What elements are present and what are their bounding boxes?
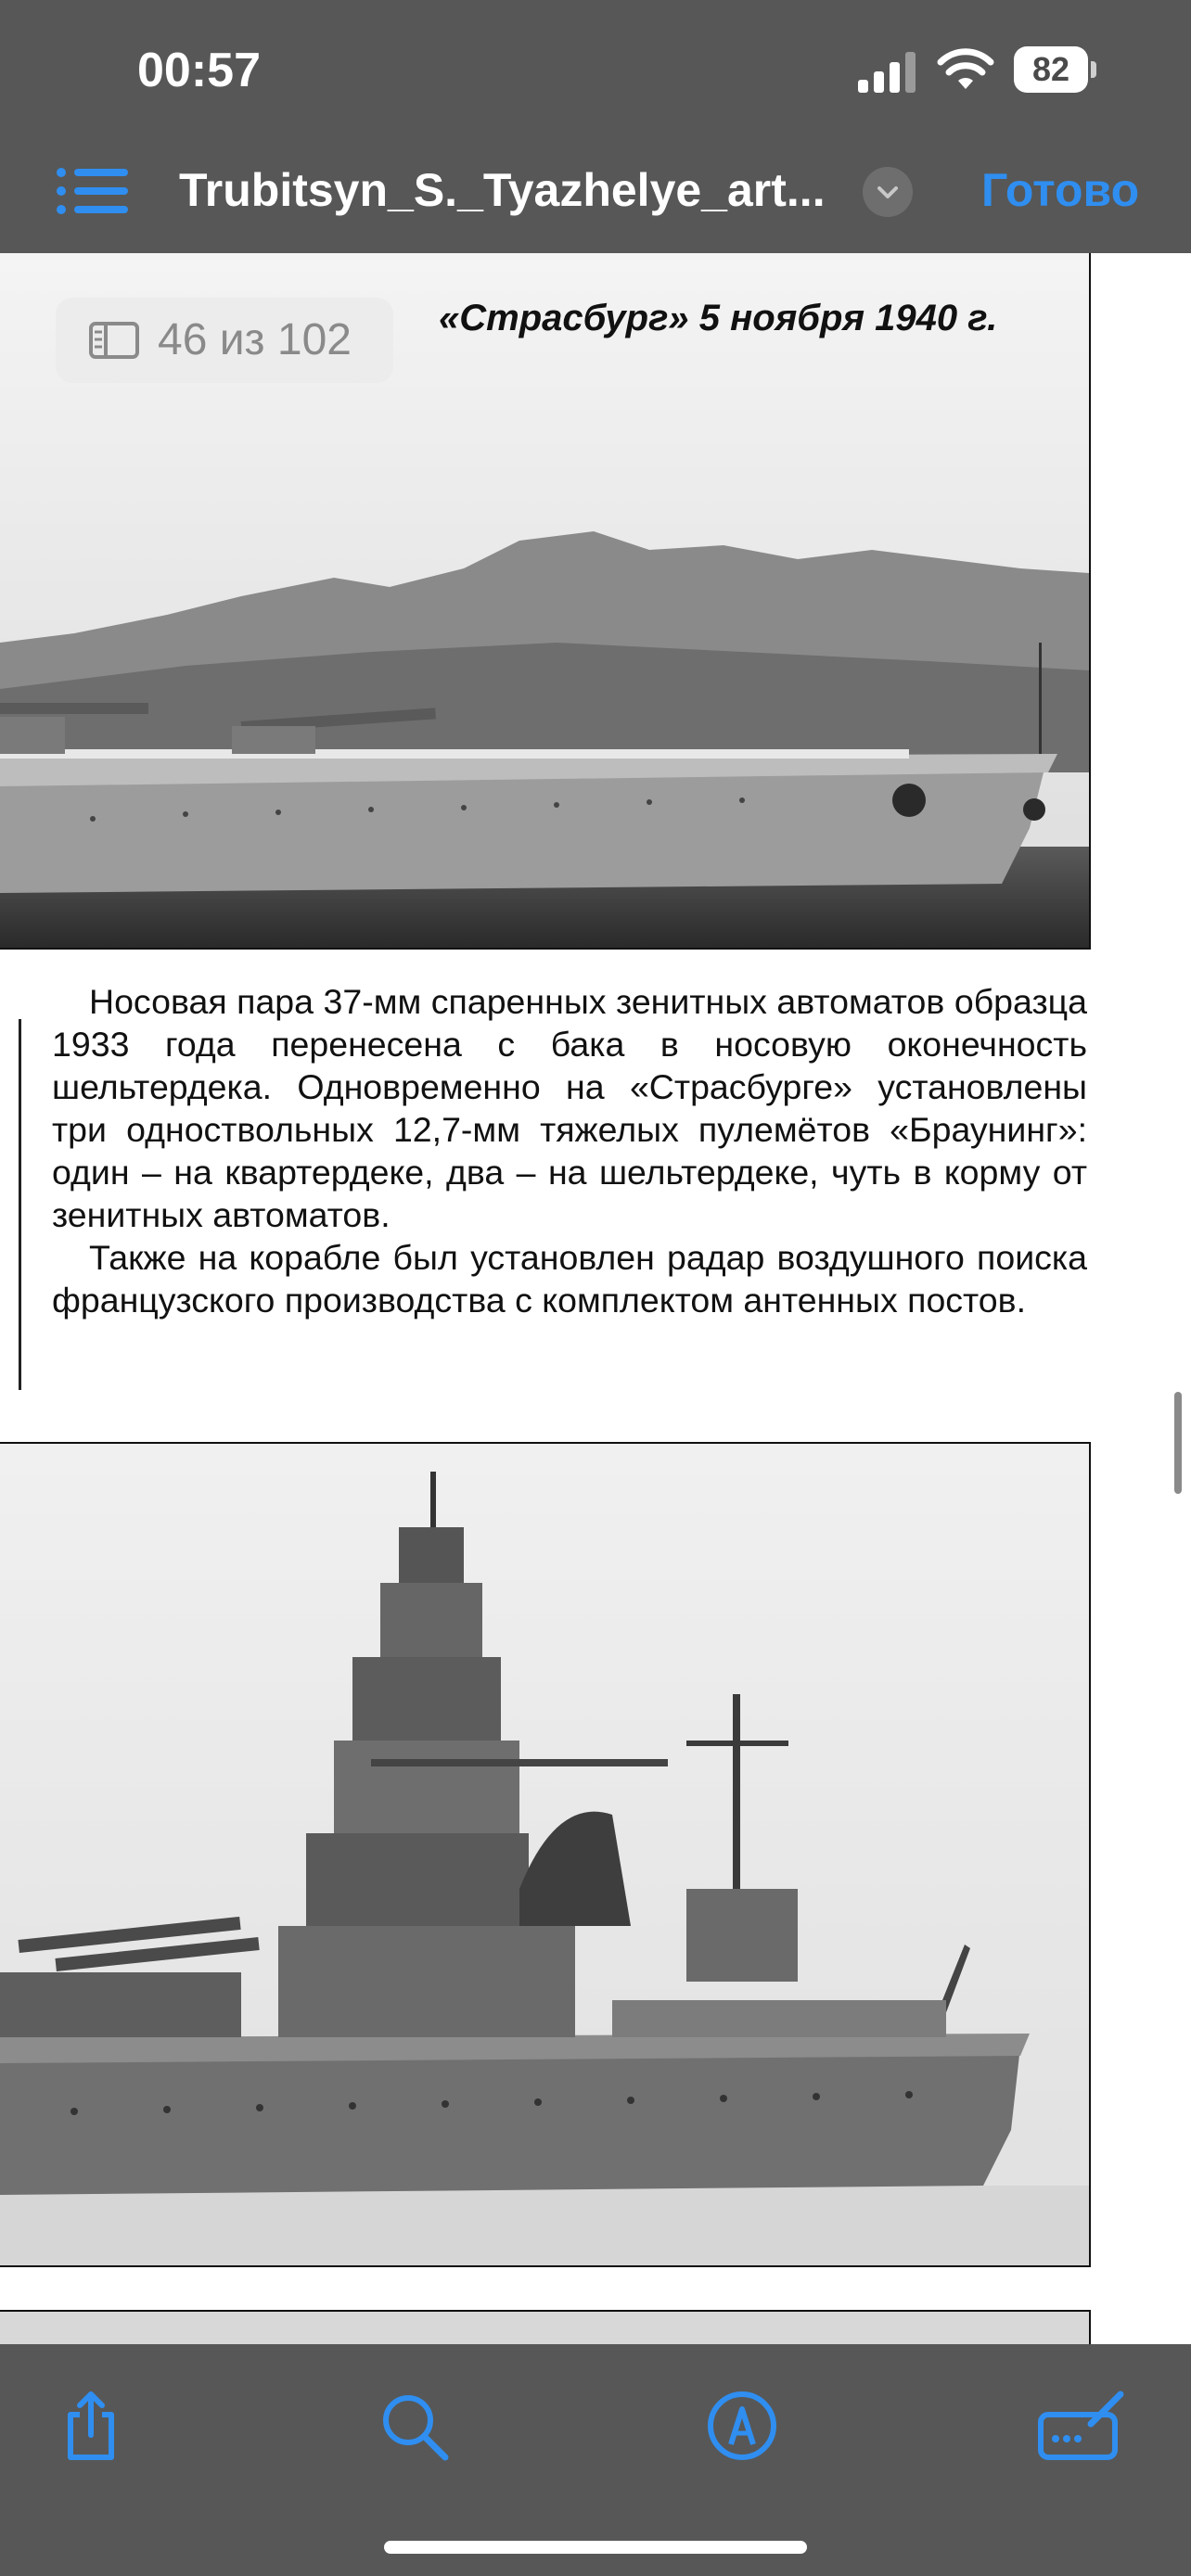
sidebar-thumbnails-icon (89, 322, 139, 359)
battery-icon (1014, 46, 1097, 93)
title-menu-button[interactable] (863, 167, 913, 217)
body-text (52, 980, 1087, 1321)
ship-photo-image (0, 1444, 1089, 2265)
chevron-down-icon (863, 167, 913, 217)
top-bar (0, 0, 1191, 253)
status-time: 00:57 (137, 44, 261, 97)
pdf-page[interactable] (0, 253, 1191, 2344)
page-indicator (56, 298, 393, 383)
share-icon[interactable] (52, 2387, 130, 2465)
signature-icon[interactable] (1037, 2387, 1126, 2465)
search-icon[interactable] (375, 2387, 453, 2465)
cellular-signal-icon (858, 52, 917, 93)
markup-pen-icon[interactable] (703, 2387, 781, 2465)
paragraph: Также на корабле был установлен радар воздушного поиска французского производства с комплектом антенных постов. (52, 1238, 1087, 1320)
outline-list-icon[interactable] (56, 165, 130, 217)
photo-battleship-superstructure (0, 1442, 1091, 2267)
battery-level: 82 (1031, 50, 1070, 88)
photo-next-edge (0, 2310, 1091, 2344)
photo-caption: «Страсбург» 5 ноября 1940 г. (439, 298, 998, 338)
done-button[interactable]: Готово (981, 164, 1140, 216)
scroll-indicator[interactable] (1174, 1392, 1182, 1494)
wifi-icon (937, 46, 994, 93)
document-title[interactable]: Trubitsyn_S._Tyazhelye_art... (179, 164, 826, 216)
paragraph: Носовая пара 37-мм спаренных зенитных автоматов образца 1933 года перенесена с бака в носовую оконечность шельтердека. Одновременно на «Страсбурге» установлены три одноствольных 12,7-мм тяжелых пулемётов «Браунинг»: один – на квартердеке, два – на шельтердеке, чуть в корму от зенитных автоматов. (52, 982, 1087, 1234)
home-indicator[interactable] (384, 2541, 807, 2554)
margin-rule (19, 1019, 21, 1390)
page-indicator-text: 46 из 102 (158, 315, 352, 364)
